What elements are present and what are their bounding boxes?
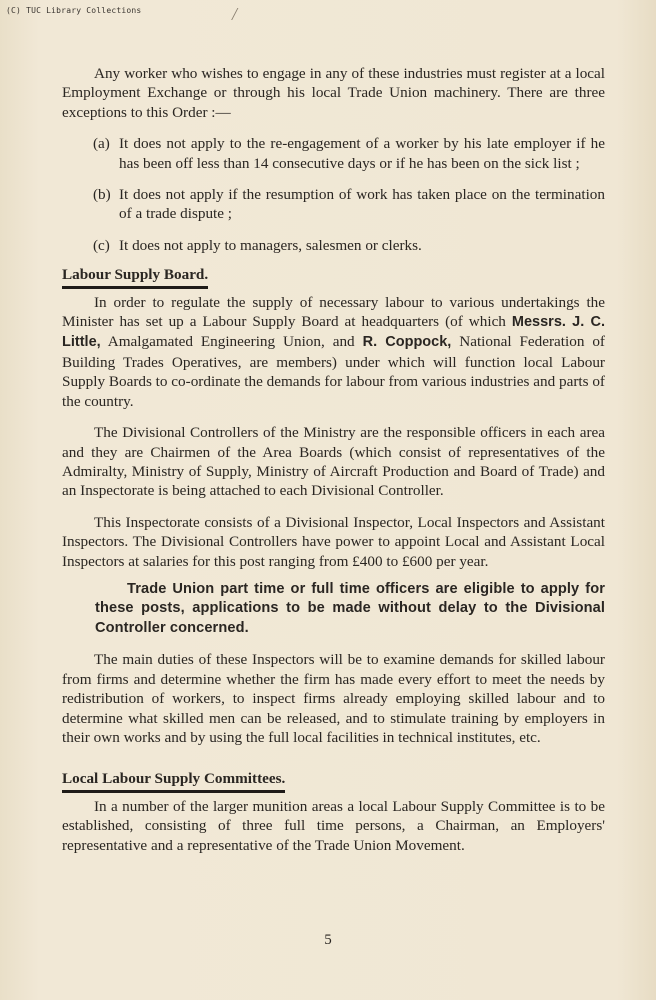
controllers-paragraph: The Divisional Controllers of the Ministry are the responsible officers in each area and they are Chairmen of the Area Boards (which consist of representatives of the Admiralty, Ministry of Supply, Ministry of Aircraft Production and Board of Trade) and an Inspectorate is being attached to each Divisional Controller.: [62, 424, 605, 500]
section-heading-wrap: [62, 769, 605, 792]
exception-text: It does not apply to the re-engagement of a worker by his late employer if he has been off less than 14 consecutive days or if he has been on the sick list ;: [119, 135, 605, 172]
pencil-mark: /: [232, 4, 238, 24]
name-little: Messrs. J. C. Little,: [62, 314, 605, 351]
duties-paragraph: The main duties of these Inspectors will be to examine demands for skilled labour from firms and determine whether the firm has made every effort to meet the needs by redistribution of workers, to inspect firms already employing skilled labour and to determine what skilled men can be released, and to stimulate training by employers in their own works and by using the full local facilities in technical institutes, etc.: [62, 651, 605, 747]
section-heading-local-committees: Local Labour Supply Committees.: [62, 769, 285, 792]
exception-label: (b): [93, 186, 111, 204]
exception-text: It does not apply if the resumption of work has taken place on the termination of a trade dispute ;: [119, 186, 605, 223]
eligibility-notice: Trade Union part time or full time officers are eligible to apply for these posts, applications to be made without delay to the Divisional Controller concerned.: [95, 580, 605, 636]
exception-label: (a): [93, 135, 110, 153]
exception-item: [93, 236, 605, 255]
intro-paragraph: Any worker who wishes to engage in any of these industries must register at a local Employment Exchange or through his local Trade Union machinery. There are three exceptions to this Order :—: [62, 65, 605, 121]
section-heading-labour-supply-board: Labour Supply Board.: [62, 265, 208, 288]
name-coppock: R. Coppock,: [362, 334, 452, 351]
inspectorate-paragraph: This Inspectorate consists of a Divisional Inspector, Local Inspectors and Assistant Inspectors. The Divisional Controllers have power to appoint Local and Assistant Local Inspectors at salaries for this post ranging from £400 to £600 per year.: [62, 513, 605, 570]
page-content: [62, 64, 605, 855]
board-paragraph: In order to regulate the supply of necessary labour to various undertakings the Minister has set up a Labour Supply Board at headquarters (of which Messrs. J. C. Little, Amalgamated Engineering Union, and R. Coppock, National Federation of Building Trades Operatives, are members) under which will function local Labour Supply Boards to co-ordinate the demands for labour from various industries and parts of the country.: [62, 293, 605, 410]
exception-text: It does not apply to managers, salesmen or clerks.: [119, 236, 422, 254]
collection-watermark: (C) TUC Library Collections: [6, 6, 142, 15]
section-heading-wrap: [62, 265, 605, 288]
exception-item: [93, 185, 605, 224]
page-number: 5: [324, 932, 332, 948]
exception-item: [93, 134, 605, 173]
committee-paragraph: In a number of the larger munition areas a local Labour Supply Committee is to be established, consisting of three full time persons, a Chairman, an Employers' representative and a representative of the Trade Union Movement.: [62, 797, 605, 854]
exception-label: (c): [93, 236, 110, 254]
